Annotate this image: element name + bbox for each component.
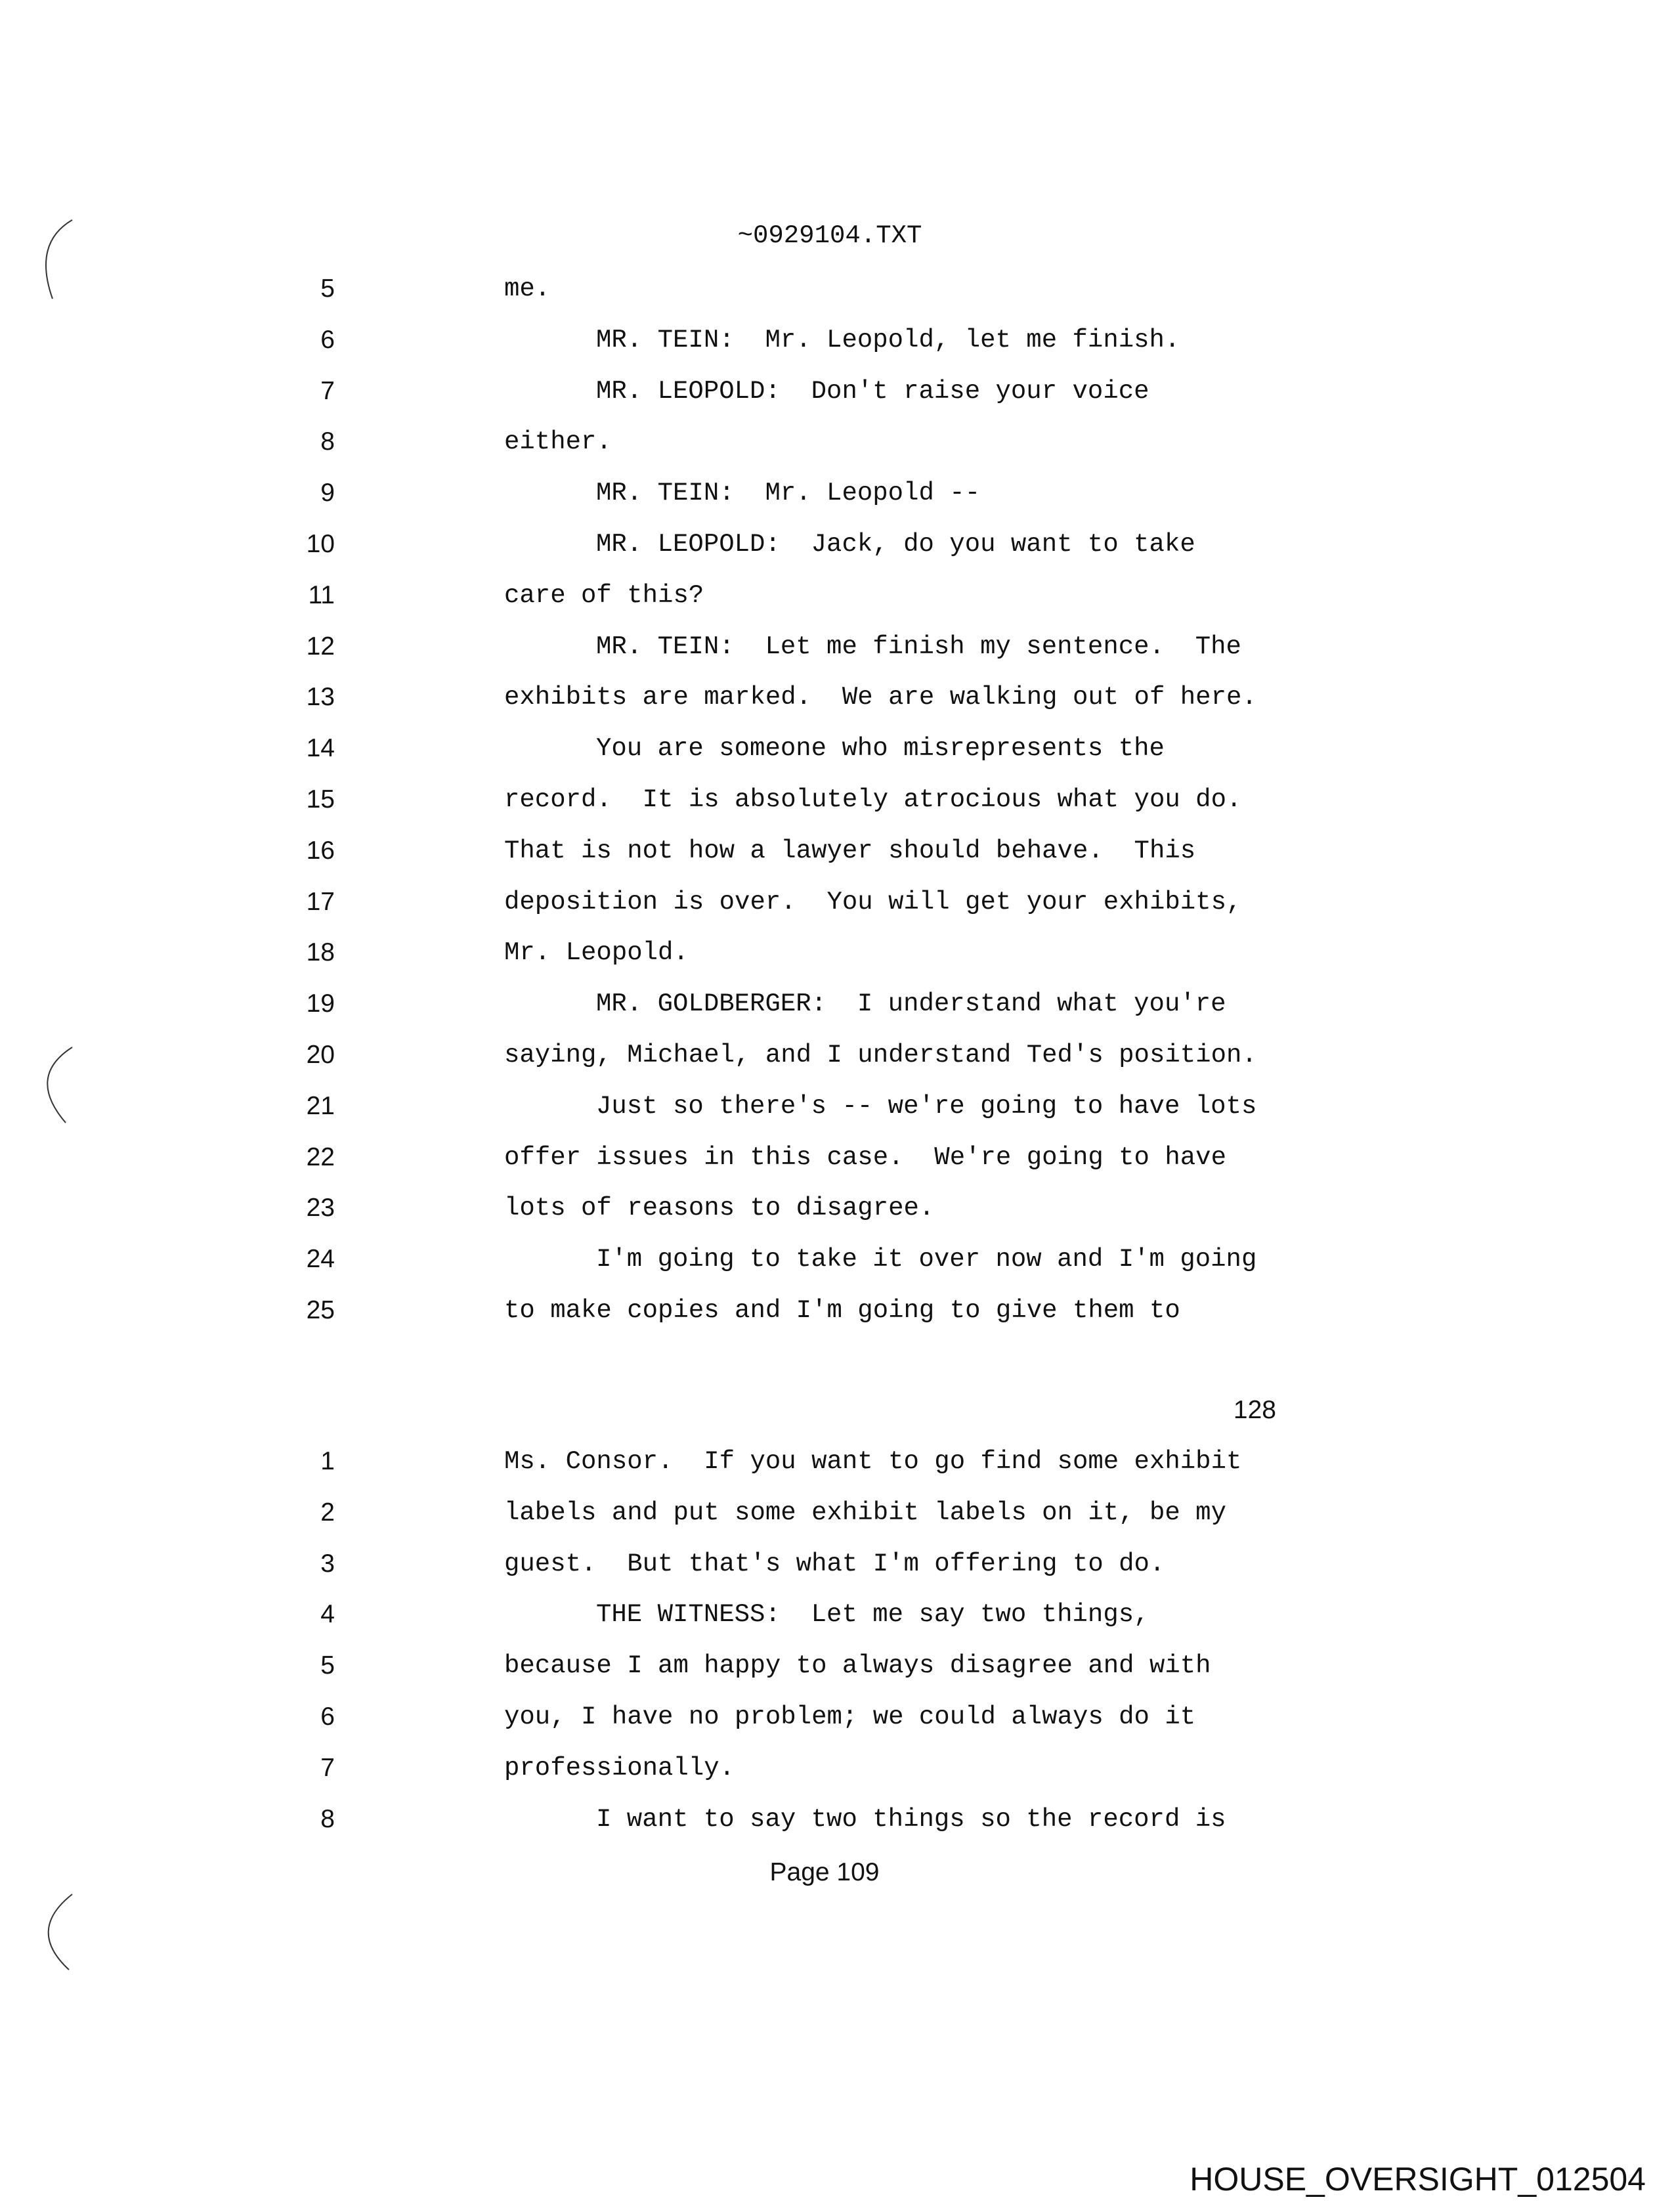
line-text: MR. TEIN: Let me finish my sentence. The — [596, 632, 1241, 661]
line-number: 21 — [306, 1091, 335, 1120]
transcript-line — [0, 1702, 1674, 1754]
line-text: labels and put some exhibit labels on it, be my — [504, 1498, 1226, 1527]
line-text: MR. GOLDBERGER: I understand what you're — [596, 989, 1226, 1019]
transcript-line — [0, 632, 1674, 683]
transcript-line — [0, 1447, 1674, 1498]
transcript-line — [0, 1550, 1674, 1601]
transcript-line — [0, 1194, 1674, 1245]
line-number: 22 — [306, 1142, 335, 1171]
document-filename: ~0929104.TXT — [737, 221, 922, 250]
line-number: 6 — [320, 325, 335, 354]
line-number: 8 — [320, 427, 335, 456]
line-text: MR. TEIN: Mr. Leopold -- — [596, 479, 981, 508]
line-text: offer issues in this case. We're going to have — [504, 1142, 1226, 1172]
transcript-line — [0, 581, 1674, 632]
transcript-line — [0, 938, 1674, 989]
line-text: THE WITNESS: Let me say two things, — [596, 1600, 1149, 1630]
transcript-line — [0, 1498, 1674, 1550]
line-text: you, I have no problem; we could always do it — [504, 1702, 1196, 1731]
transcript-line — [0, 274, 1674, 326]
line-text: Just so there's -- we're going to have lots — [596, 1091, 1257, 1121]
transcript-line — [0, 427, 1674, 479]
line-number: 1 — [320, 1447, 335, 1475]
line-number: 20 — [306, 1041, 335, 1069]
transcript-line — [0, 326, 1674, 377]
line-text: care of this? — [504, 580, 704, 610]
line-number: 14 — [306, 734, 335, 763]
line-number: 6 — [320, 1702, 335, 1731]
line-number: 19 — [306, 989, 335, 1018]
line-number: 25 — [306, 1296, 335, 1324]
line-text: exhibits are marked. We are walking out of here. — [504, 683, 1257, 712]
transcript-line — [0, 377, 1674, 428]
transcript-line — [0, 1651, 1674, 1702]
transcript-line — [0, 1600, 1674, 1651]
line-number: 15 — [306, 785, 335, 813]
line-text: me. — [504, 274, 551, 303]
line-text: I want to say two things so the record is — [596, 1804, 1226, 1834]
transcript-line — [0, 1296, 1674, 1347]
line-number: 10 — [306, 530, 335, 558]
line-text: professionally. — [504, 1753, 735, 1783]
transcript-line — [0, 888, 1674, 939]
transcript-line — [0, 1041, 1674, 1092]
transcript-line — [0, 734, 1674, 785]
transcript-line — [0, 683, 1674, 734]
line-text: MR. TEIN: Mr. Leopold, let me finish. — [596, 325, 1180, 355]
line-text: That is not how a lawyer should behave. This — [504, 836, 1196, 865]
transcript-line — [0, 989, 1674, 1041]
line-text: lots of reasons to disagree. — [504, 1194, 935, 1223]
bates-number: HOUSE_OVERSIGHT_012504 — [1190, 2161, 1646, 2198]
line-number: 9 — [320, 479, 335, 508]
line-number: 16 — [306, 836, 335, 865]
line-number: 7 — [320, 1753, 335, 1782]
transcript-line — [0, 785, 1674, 836]
line-number: 23 — [306, 1194, 335, 1223]
line-text: record. It is absolutely atrocious what you do. — [504, 785, 1242, 814]
line-text: I'm going to take it over now and I'm going — [596, 1245, 1257, 1274]
transcript-line — [0, 1143, 1674, 1194]
line-number: 13 — [306, 683, 335, 712]
transcript-page-number: 128 — [1233, 1396, 1276, 1424]
line-text: MR. LEOPOLD: Jack, do you want to take — [596, 530, 1195, 559]
transcript-line — [0, 1245, 1674, 1296]
line-number: 5 — [320, 274, 335, 303]
transcript-line — [0, 1092, 1674, 1143]
transcript-line — [0, 479, 1674, 530]
line-number: 8 — [320, 1804, 335, 1833]
line-number: 5 — [320, 1651, 335, 1680]
line-text: to make copies and I'm going to give them to — [504, 1296, 1180, 1325]
line-text: deposition is over. You will get your exhibits, — [504, 887, 1242, 917]
transcript-line — [0, 1805, 1674, 1856]
line-number: 7 — [320, 376, 335, 405]
line-number: 4 — [320, 1600, 335, 1629]
punch-hole-mark — [26, 1891, 79, 1976]
line-text: You are someone who misrepresents the — [596, 734, 1165, 764]
line-text: because I am happy to always disagree and with — [504, 1651, 1211, 1681]
transcript-line — [0, 530, 1674, 581]
line-number: 12 — [306, 632, 335, 661]
line-text: either. — [504, 427, 612, 457]
line-text: saying, Michael, and I understand Ted's position. — [504, 1041, 1257, 1070]
line-number: 18 — [306, 938, 335, 967]
line-number: 17 — [306, 887, 335, 916]
line-text: guest. But that's what I'm offering to do. — [504, 1549, 1165, 1578]
line-text: Mr. Leopold. — [504, 938, 689, 968]
line-number: 11 — [308, 580, 335, 609]
transcript-line — [0, 836, 1674, 888]
line-number: 24 — [306, 1245, 335, 1274]
line-text: Ms. Consor. If you want to go find some exhibit — [504, 1447, 1242, 1476]
line-number: 2 — [320, 1498, 335, 1527]
page-label: Page 109 — [769, 1858, 880, 1886]
transcript-line — [0, 1754, 1674, 1805]
line-number: 3 — [320, 1549, 335, 1578]
line-text: MR. LEOPOLD: Don't raise your voice — [596, 376, 1149, 406]
